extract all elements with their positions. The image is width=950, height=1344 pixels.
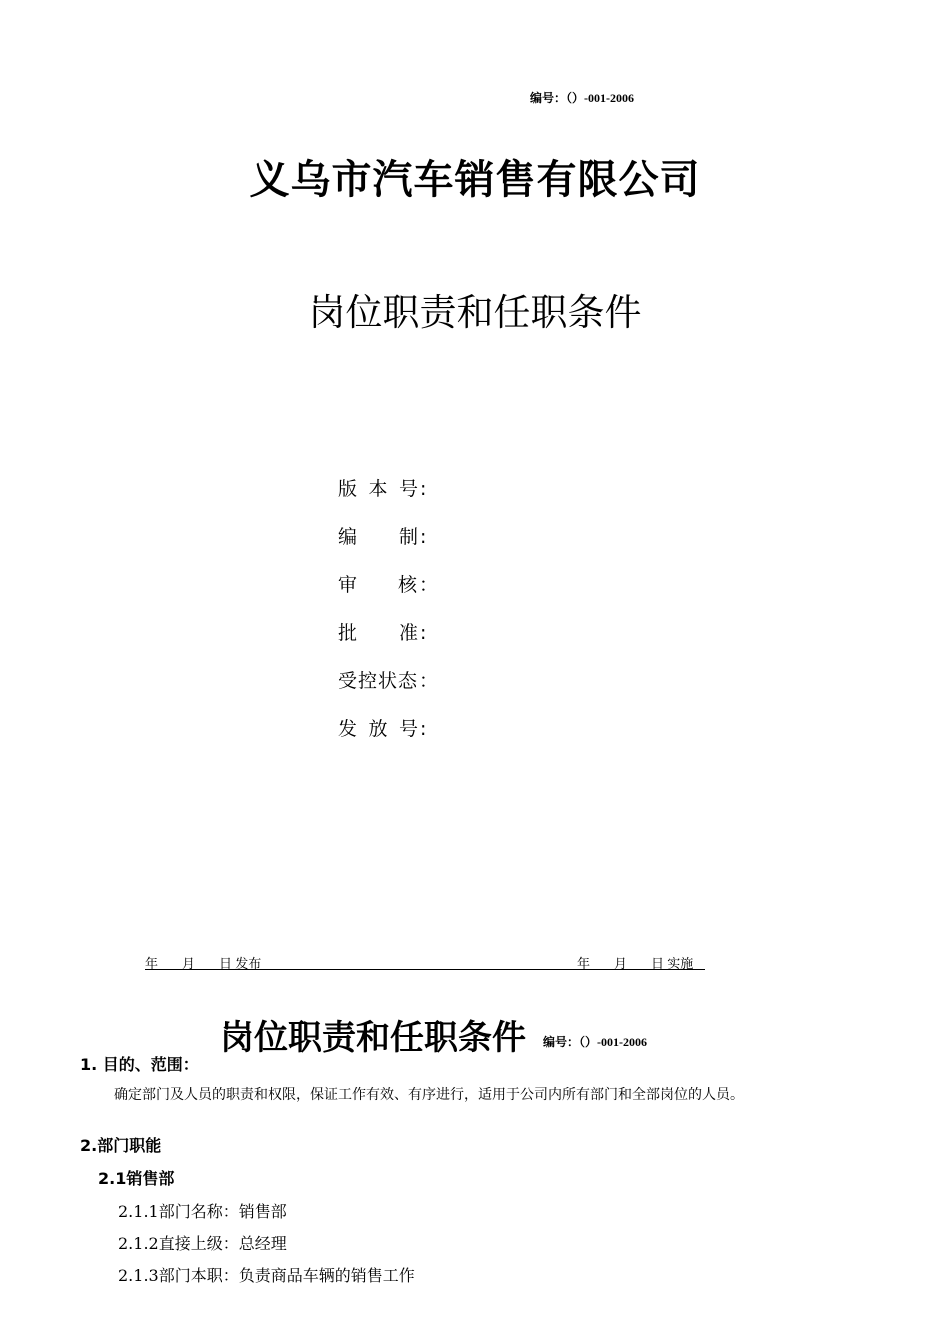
info-colon: : [420, 622, 427, 644]
section1-heading: 1. 目的、范围： [80, 1055, 199, 1074]
info-row-review [338, 570, 438, 597]
list-item: 2.1.2直接上级：总经理 [118, 1234, 287, 1253]
info-row-control [338, 666, 438, 693]
info-row-issue [338, 714, 438, 741]
section2-heading: 2.部门职能 [80, 1136, 162, 1155]
info-label-compiled [338, 522, 418, 549]
info-label-char: 编 [338, 526, 358, 548]
info-colon: : [420, 718, 427, 740]
info-label-char: 号 [398, 478, 418, 500]
info-colon: : [420, 526, 427, 548]
info-label-char: 状 [377, 670, 397, 692]
info-label-char: 批 [338, 622, 358, 644]
content-title: 岗位职责和任职条件 [220, 1018, 526, 1058]
cover-title: 岗位职责和任职条件 [308, 291, 642, 334]
info-label-control [338, 666, 417, 693]
info-label-char: 控 [357, 670, 377, 692]
info-label-approve [338, 618, 418, 645]
info-label-char: 受 [338, 670, 358, 692]
list-item: 2.1.1部门名称：销售部 [118, 1202, 287, 1221]
publish-date: 年 月 日 发布 [145, 956, 262, 971]
info-label-issue [338, 714, 418, 741]
info-label-char: 核 [397, 574, 417, 596]
info-label-char: 本 [368, 478, 388, 500]
doc-number-content: 编号：（）-001-2006 [543, 1035, 647, 1049]
info-label-char: 放 [368, 718, 388, 740]
info-label-char: 版 [338, 478, 358, 500]
info-label-char: 制 [398, 526, 418, 548]
info-label-char: 态 [397, 670, 417, 692]
info-label-char: 准 [398, 622, 418, 644]
info-label-char: 发 [338, 718, 358, 740]
section1-body: 确定部门及人员的职责和权限，保证工作有效、有序进行，适用于公司内所有部门和全部岗位的人员。 [114, 1087, 744, 1103]
doc-number-cover: 编号：（）-001-2006 [530, 91, 634, 105]
info-label-char: 号 [398, 718, 418, 740]
info-row-compiled [338, 522, 438, 549]
list-item: 2.1.3部门本职：负责商品车辆的销售工作 [118, 1266, 415, 1285]
implement-date: 年 月 日 实施 [577, 956, 694, 971]
company-name: 义乌市汽车销售有限公司 [249, 157, 701, 203]
info-label-review [338, 570, 417, 597]
section21-heading: 2.1销售部 [98, 1169, 175, 1188]
info-colon: : [420, 478, 427, 500]
info-colon: ： [418, 574, 438, 596]
info-colon: ： [418, 670, 438, 692]
info-label-char: 审 [338, 574, 358, 596]
info-row-approve [338, 618, 438, 645]
info-label-version [338, 474, 418, 501]
info-row-version [338, 474, 438, 501]
